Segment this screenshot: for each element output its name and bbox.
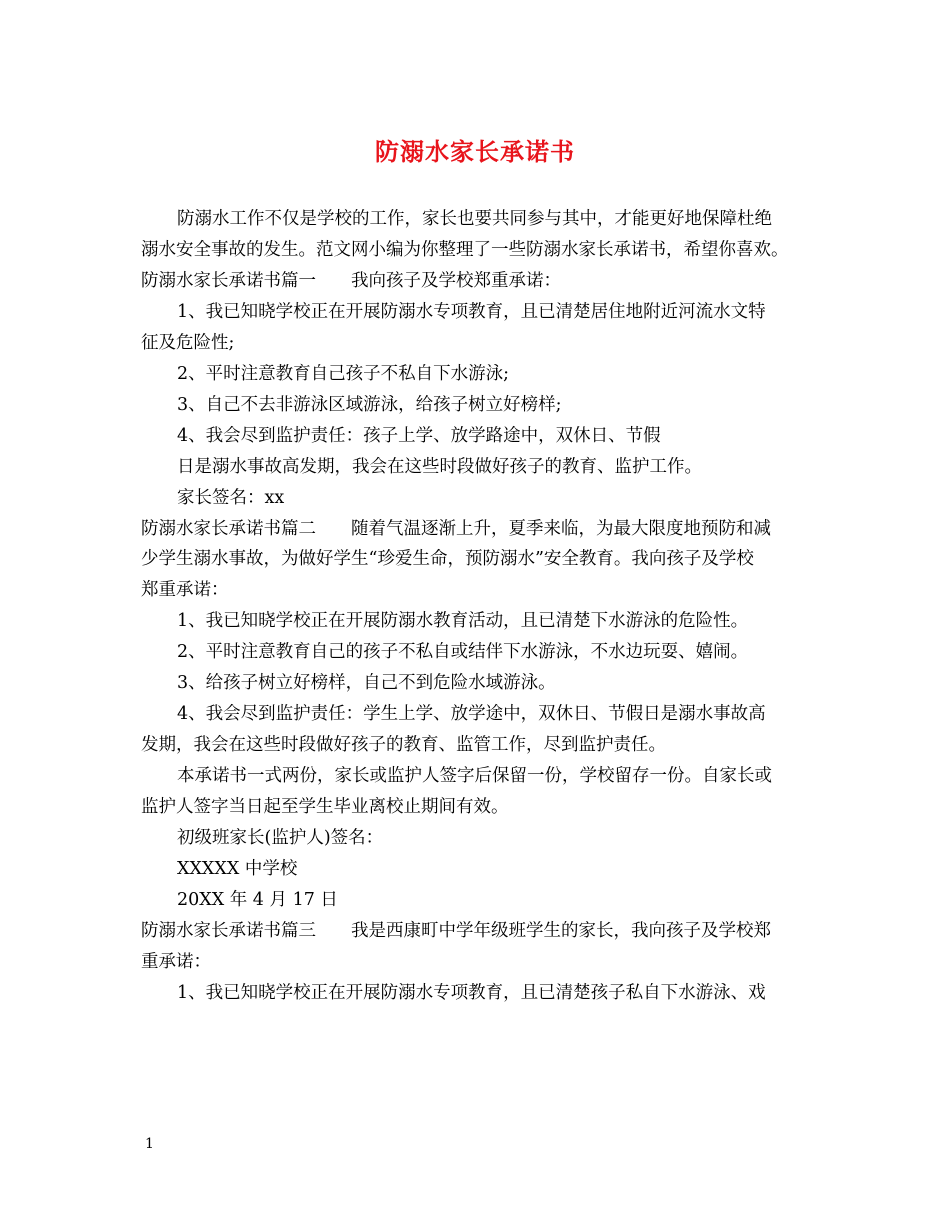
text-line: 4、我会尽到监护责任：学生上学、放学途中，双休日、节假日是溺水事故高	[177, 704, 766, 725]
text-line: 本承诺书一式两份，家长或监护人签字后保留一份，学校留存一份。自家长或	[177, 766, 772, 787]
text-line: 家长签名：xx	[177, 487, 285, 508]
text-line: 重承诺：	[141, 951, 211, 972]
text-line: 防溺水工作不仅是学校的工作，家长也要共同参与其中，才能更好地保障杜绝	[177, 209, 772, 229]
text-line: 日是溺水事故高发期，我会在这些时段做好孩子的教育、监护工作。	[177, 456, 702, 477]
text-line: 防溺水家长承诺书篇二 随着气温逐渐上升，夏季来临，为最大限度地预防和减	[141, 518, 771, 539]
text-line: 少学生溺水事故，为做好学生“珍爱生命，预防溺水”安全教育。我向孩子及学校	[141, 549, 754, 570]
text-line: 20XX 年 4 月 17 日	[177, 889, 338, 910]
text-line: 2、平时注意教育自己孩子不私自下水游泳;	[177, 363, 510, 384]
text-line: XXXXX 中学校	[177, 858, 298, 879]
text-line: 1、我已知晓学校正在开展防溺水专项教育，且已清楚孩子私自下水游泳、戏	[177, 982, 766, 1003]
text-line: 4、我会尽到监护责任：孩子上学、放学路途中，双休日、节假	[177, 425, 661, 446]
text-line: 3、给孩子树立好榜样，自己不到危险水域游泳。	[177, 673, 556, 694]
text-line: 初级班家长(监护人)签名：	[177, 828, 384, 848]
page-title: 防溺水家长承诺书	[375, 137, 575, 166]
text-line: 3、自己不去非游泳区域游泳，给孩子树立好榜样;	[177, 394, 562, 415]
text-line: 1、我已知晓学校正在开展防溺水教育活动，且已清楚下水游泳的危险性。	[177, 611, 749, 632]
text-line: 郑重承诺：	[141, 580, 229, 601]
text-line: 发期，我会在这些时段做好孩子的教育、监管工作，尽到监护责任。	[141, 735, 666, 756]
text-line: 防溺水家长承诺书篇一 我向孩子及学校郑重承诺：	[141, 270, 561, 291]
page-number: 1	[145, 1136, 154, 1152]
text-line: 1、我已知晓学校正在开展防溺水专项教育，且已清楚居住地附近河流水文特	[177, 301, 766, 322]
text-line: 防溺水家长承诺书篇三 我是西康町中学年级班学生的家长，我向孩子及学校郑	[141, 920, 771, 941]
text-line: 监护人签字当日起至学生毕业离校止期间有效。	[141, 797, 509, 818]
text-line: 2、平时注意教育自己的孩子不私自或结伴下水游泳，不水边玩耍、嬉闹。	[177, 642, 749, 663]
text-line: 溺水安全事故的发生。范文网小编为你整理了一些防溺水家长承诺书，希望你喜欢。	[141, 239, 789, 260]
text-line: 征及危险性;	[141, 332, 235, 353]
